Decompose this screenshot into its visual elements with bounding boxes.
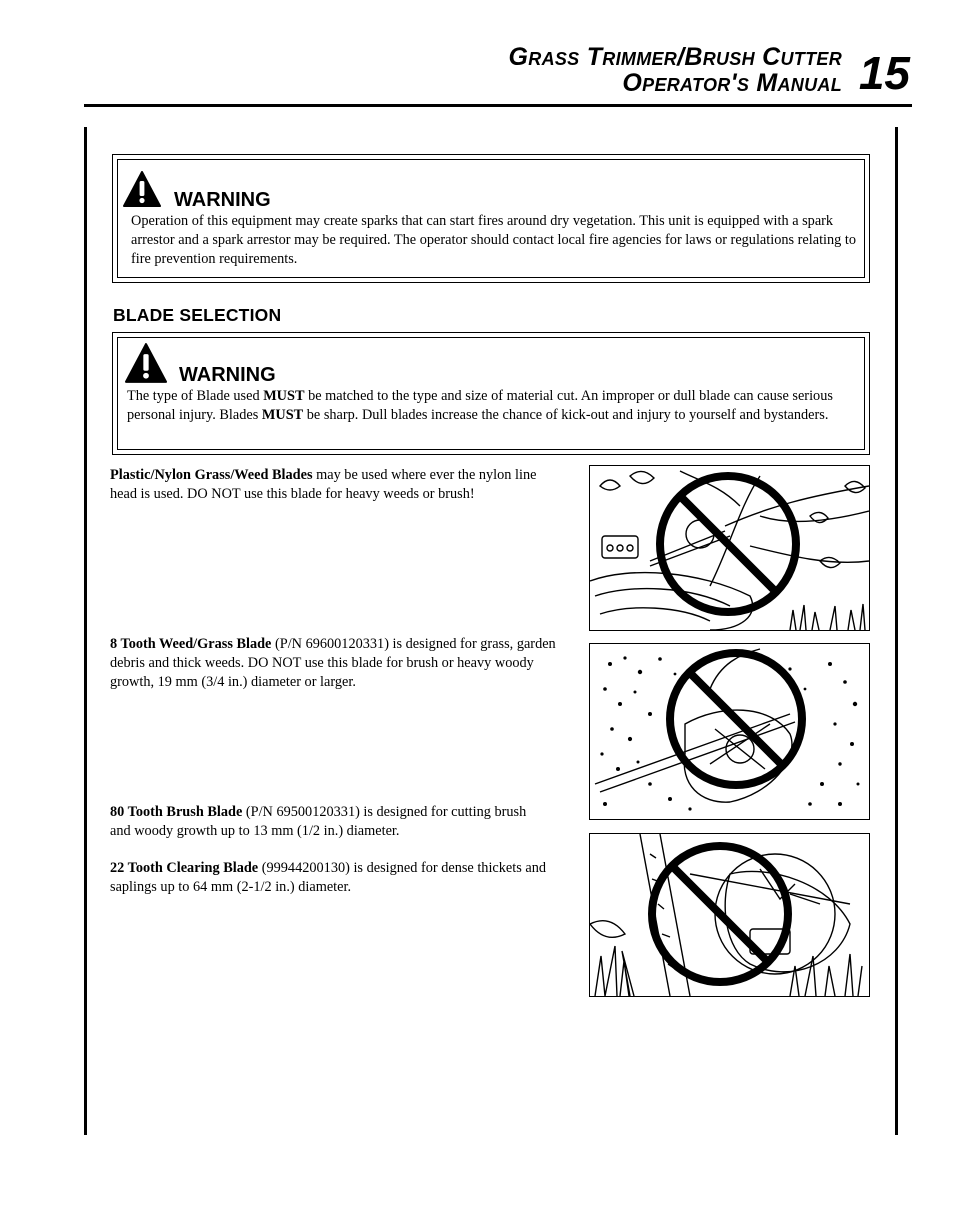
- warning-heading: WARNING: [179, 364, 276, 386]
- right-margin-rule: [895, 127, 898, 1135]
- manual-title-line2: Operator's Manual: [622, 69, 842, 97]
- blade-name: 80 Tooth Brush Blade: [110, 804, 243, 820]
- warning-text-part: The type of Blade used: [127, 388, 264, 404]
- warning-heading: WARNING: [174, 189, 271, 211]
- blade-text: (P/N 69500120331) is designed for cutting brush and woody growth up to 13 mm (1/2 in.) diameter.: [110, 804, 527, 839]
- blade-description: [110, 859, 565, 897]
- figure-8-tooth-blade-prohibited: [589, 643, 870, 820]
- figure-nylon-blade-prohibited: [589, 465, 870, 631]
- blade-text: may be used where ever the nylon line head is used. DO NOT use this blade for heavy weeds or brush!: [110, 467, 537, 502]
- blade-text: (P/N 69600120331) is designed for grass, garden debris and thick weeds. DO NOT use this blade for brush or heavy woody growth, 19 mm (3/4 in.) diameter or larger.: [110, 636, 556, 690]
- illustration: [590, 834, 869, 996]
- illustration: [590, 466, 869, 630]
- header-rule: [84, 104, 912, 107]
- prohibited-circle-icon: [670, 653, 802, 785]
- warning-text: [127, 387, 859, 425]
- emphasis-must: MUST: [263, 388, 305, 404]
- warning-triangle-icon: [123, 171, 161, 207]
- left-margin-rule: [84, 127, 87, 1135]
- blade-name: 8 Tooth Weed/Grass Blade: [110, 636, 272, 652]
- page-number: 15: [858, 47, 910, 99]
- illustration: [590, 644, 869, 819]
- warning-triangle-icon: [125, 343, 167, 383]
- blade-text: (99944200130) is designed for dense thickets and saplings up to 64 mm (2-1/2 in.) diameter.: [110, 860, 547, 895]
- prohibited-circle-icon: [652, 846, 788, 982]
- warning-box-fire: [112, 154, 870, 283]
- blade-description: [110, 803, 550, 841]
- blade-name: 22 Tooth Clearing Blade: [110, 860, 259, 876]
- warning-box-blade: [112, 332, 870, 455]
- manual-title: [509, 44, 842, 96]
- emphasis-must: MUST: [261, 407, 304, 423]
- warning-text-part: be sharp. Dull blades increase the chance of kick-out and injury to yourself and bystanders.: [303, 407, 829, 423]
- blade-name: Plastic/Nylon Grass/Weed Blades: [110, 467, 313, 483]
- section-title: BLADE SELECTION: [113, 305, 282, 325]
- manual-title-line1: Grass Trimmer/Brush Cutter: [508, 43, 842, 71]
- figure-brush-blade-prohibited: [589, 833, 870, 997]
- warning-text: Operation of this equipment may create sparks that can start fires around dry vegetation. This unit is equipped with a spark arrestor and a spark arrestor may be required. The operator should contact local fire agencies for laws or regulations relating to fire prevention requirements.: [131, 213, 857, 267]
- blade-description: [110, 635, 560, 692]
- blade-description: [110, 466, 555, 504]
- warning-text-part: be matched to the type and size of material cut. An improper or dull blade can cause serious personal injury. Blades: [127, 388, 833, 423]
